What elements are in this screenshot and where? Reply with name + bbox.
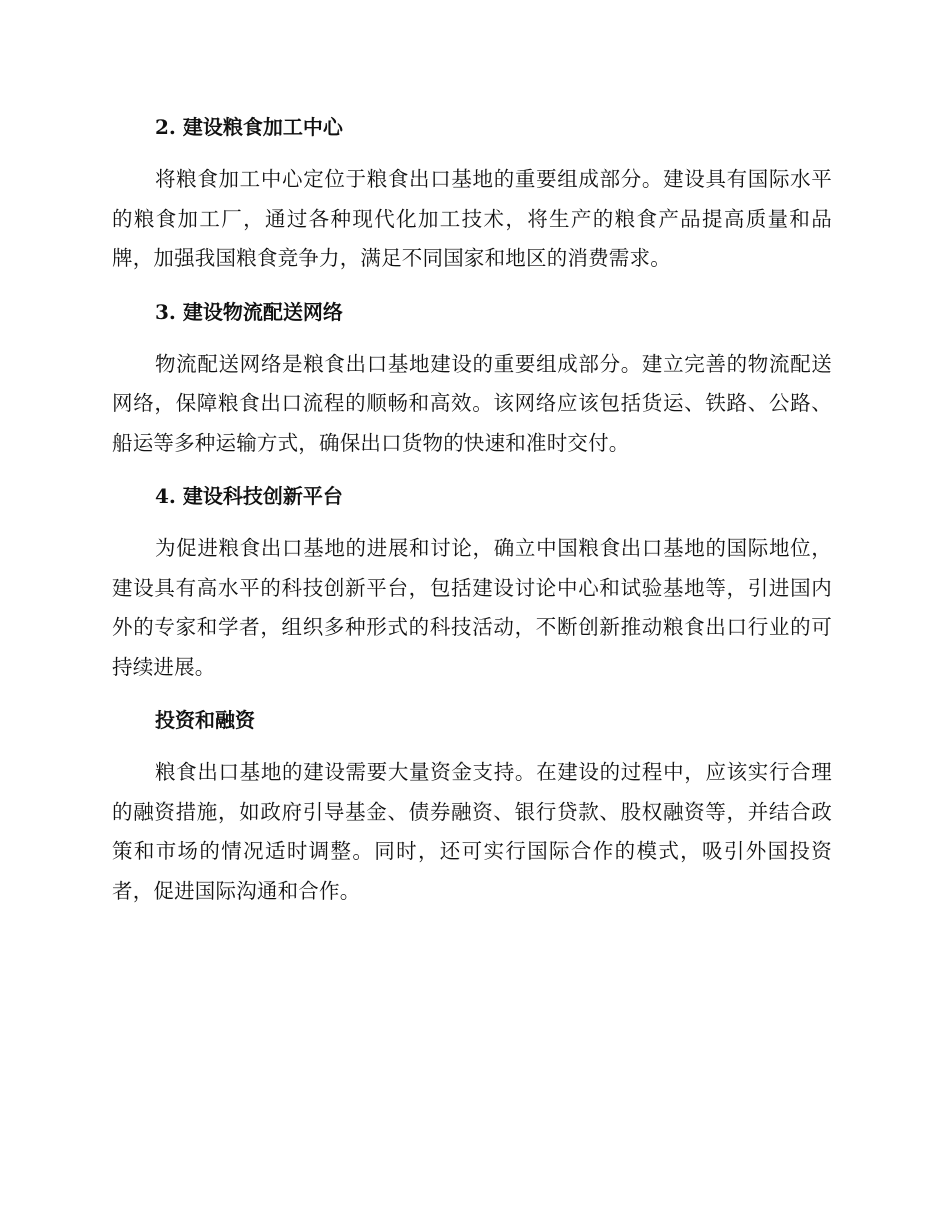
section-heading-investment-financing: 投资和融资 (155, 708, 255, 732)
section-heading-innovation-platform: 4. 建设科技创新平台 (155, 484, 343, 508)
section-heading-logistics-network: 3. 建设物流配送网络 (155, 299, 343, 324)
section-paragraph-logistics-network: 物流配送网络是粮食出口基地建设的重要组成部分。建立完善的物流配送网络，保障粮食出口流程的顺畅和高效。该网络应该包括货运、铁路、公路、船运等多种运输方式，确保出口货物的快速和准时交付。 (112, 351, 832, 455)
section-paragraph-innovation-platform: 为促进粮食出口基地的进展和讨论，确立中国粮食出口基地的国际地位，建设具有高水平的科技创新平台，包括建设讨论中心和试验基地等，引进国内外的专家和学者，组织多种形式的科技活动，不断创新推动粮食出口行业的可持续进展。 (112, 536, 832, 679)
section-heading-processing-center: 2. 建设粮食加工中心 (155, 115, 343, 139)
section-paragraph-investment-financing: 粮食出口基地的建设需要大量资金支持。在建设的过程中，应该实行合理的融资措施，如政府引导基金、债券融资、银行贷款、股权融资等，并结合政策和市场的情况适时调整。同时，还可实行国际合作的模式，吸引外国投资者，促进国际沟通和合作。 (112, 760, 832, 903)
section-paragraph-processing-center: 将粮食加工中心定位于粮食出口基地的重要组成部分。建设具有国际水平的粮食加工厂，通过各种现代化加工技术，将生产的粮食产品提高质量和品牌，加强我国粮食竞争力，满足不同国家和地区的消费需求。 (112, 167, 832, 270)
document-page (112, 108, 832, 911)
